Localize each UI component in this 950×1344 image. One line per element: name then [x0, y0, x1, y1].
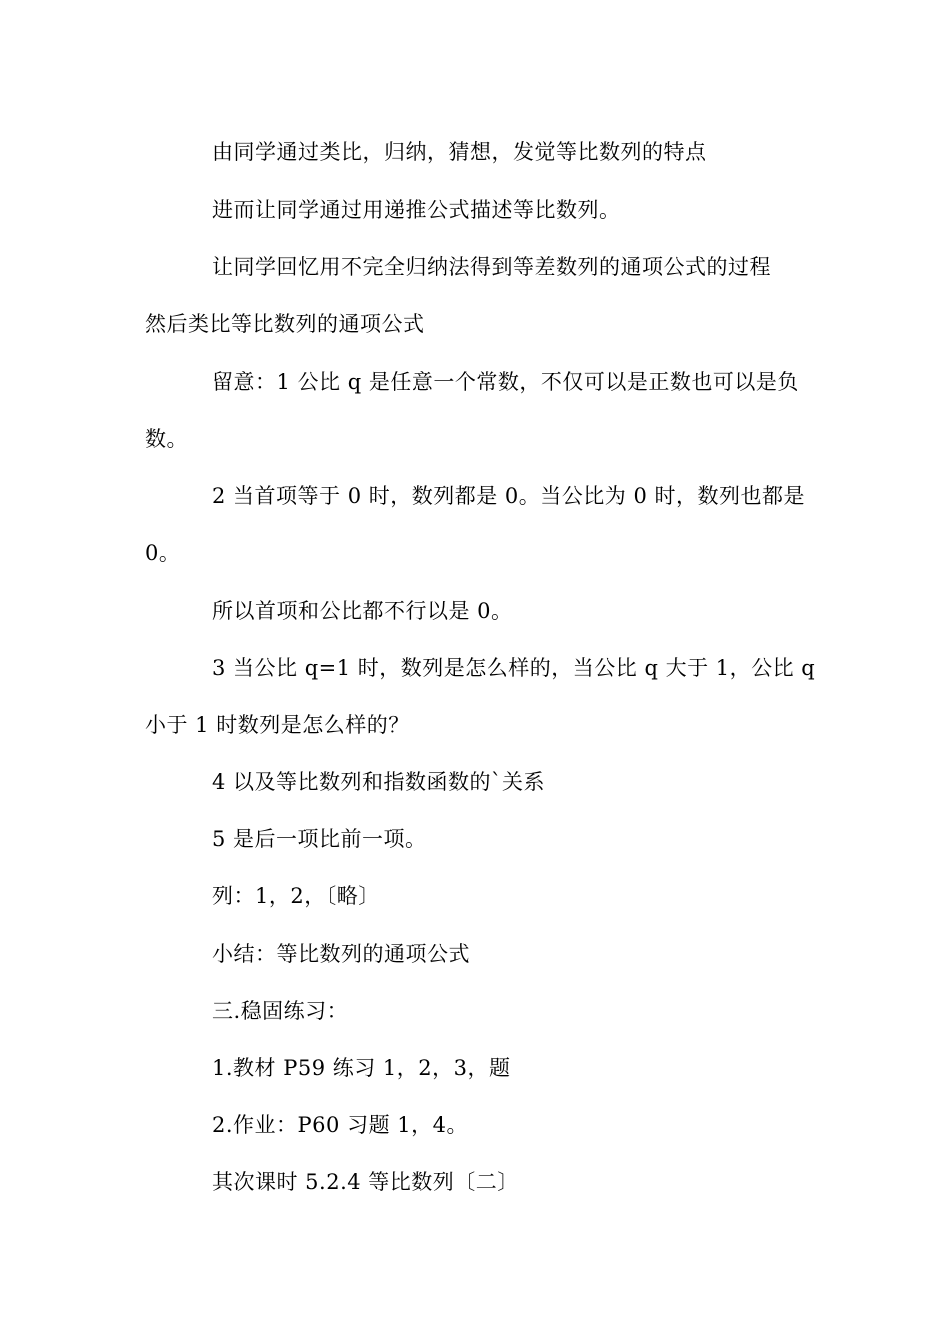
- paragraph-line-11: 小于 1 时数列是怎么样的？: [145, 713, 410, 737]
- paragraph-line-17: 1.教材 P59 练习 1，2，3，题: [212, 1056, 511, 1080]
- paragraph-line-1: 由同学通过类比，归纳，猜想，发觉等比数列的特点: [212, 140, 707, 164]
- paragraph-line-16: 三.稳固练习：: [212, 999, 349, 1023]
- paragraph-line-5: 留意：1 公比 q 是任意一个常数，不仅可以是正数也可以是负: [212, 370, 799, 394]
- paragraph-line-14: 列：1，2，〔略〕: [212, 884, 380, 908]
- paragraph-line-13: 5 是后一项比前一项。: [212, 827, 427, 851]
- paragraph-line-10: 3 当公比 q=1 时，数列是怎么样的，当公比 q 大于 1，公比 q: [212, 656, 816, 680]
- paragraph-line-3: 让同学回忆用不完全归纳法得到等差数列的通项公式的过程: [212, 255, 771, 279]
- paragraph-line-9: 所以首项和公比都不行以是 0。: [212, 599, 513, 623]
- paragraph-line-7: 2 当首项等于 0 时，数列都是 0。当公比为 0 时，数列也都是: [212, 484, 805, 508]
- paragraph-line-19: 其次课时 5.2.4 等比数列〔二〕: [212, 1170, 519, 1194]
- paragraph-line-18: 2.作业：P60 习题 1，4。: [212, 1113, 468, 1137]
- paragraph-line-8: 0。: [145, 541, 181, 565]
- paragraph-line-12: 4 以及等比数列和指数函数的`关系: [212, 770, 546, 794]
- paragraph-line-15: 小结：等比数列的通项公式: [212, 942, 470, 966]
- paragraph-line-6: 数。: [145, 427, 188, 451]
- paragraph-line-4: 然后类比等比数列的通项公式: [145, 312, 425, 336]
- paragraph-line-2: 进而让同学通过用递推公式描述等比数列。: [212, 198, 621, 222]
